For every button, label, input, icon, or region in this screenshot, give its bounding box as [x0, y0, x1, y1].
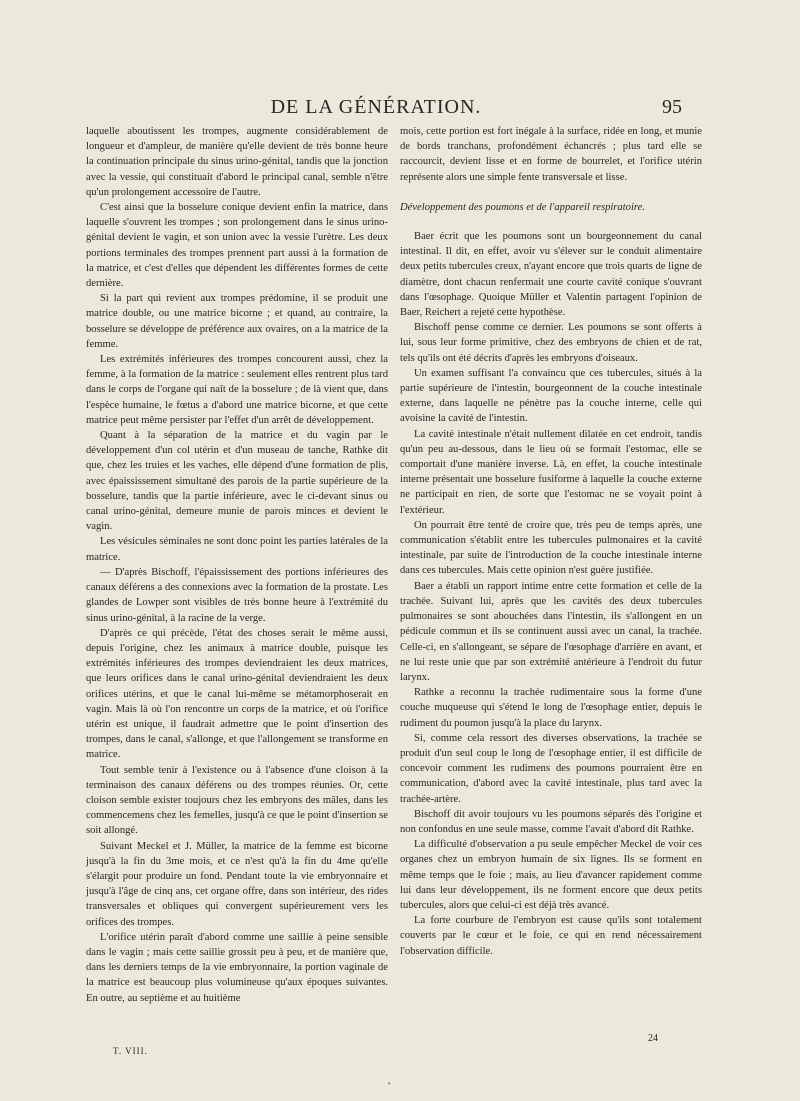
paragraph: Tout semble tenir à l'existence ou à l'absence d'une cloison à la terminaison des canaux déférens ou des trompes réunies. Or, cette cloison semble exister toujours chez les embryons des mâles, dans les commencemens chez les femelles, jusqu'à ce que le point d'insertion se soit allongé.: [86, 764, 388, 837]
paragraph: C'est ainsi que la bosselure conique devient enfin la matrice, dans laquelle s'ouvrent les trompes ; son prolongement dans le sinus urino-génital devient le vagin, et son union avec la vessie l'urètre. Les deux portions terminales des trompes prennent part aussi à la formation de la matrice, et c'est d'elles que dépendent les différentes formes de cette dernière.: [86, 202, 388, 290]
sheet-number: 24: [648, 1033, 658, 1044]
paragraph: Les vésicules séminales ne sont donc point les parties latérales de la matrice.: [86, 536, 389, 563]
paragraph: L'orifice utérin paraît d'abord comme une saillie à peine sensible dans le vagin ; mais cette saillie grossit peu à peu, et de manière que, dans les derniers temps de la vie embryonnaire, la portion vaginale de la matrice est beaucoup plus volumineuse qu'aux époques suivantes. En outre, au septième et au huitième: [86, 931, 388, 1004]
paragraph: Si la part qui revient aux trompes prédomine, il se produit une matrice double, ou une matrice bicorne ; et quand, au contraire, la bosselure se développe de préférence aux ovaires, on a la matrice de la femme.: [86, 293, 388, 350]
paragraph: Un examen suffisant l'a convaincu que ces tubercules, situés à la partie supérieure de l'intestin, bourgeonnent de la couche intestinale externe, dans laquelle ne pénètre pas la couche interne, celle qui avoisine la cavité de l'intestin.: [400, 367, 702, 425]
paragraph: Bischoff pense comme ce dernier. Les poumons se sont offerts à lui, sous leur forme primitive, chez des embryons de chien et de rat, tels qu'ils ont été décrits d'après les embryons d'oiseaux.: [400, 322, 702, 364]
paragraph: Quant à la séparation de la matrice et du vagin par le développement d'un col utérin et d'un museau de tanche, Rathke dit que, chez les truies et les vaches, elle dépend d'une formation de plis, avec épaississement simultané des parois de la partie supérieure de la bosselure, tandis que la partie inférieure, avec le ci-devant sinus ou canal urino-génital, demeure munie de parois minces et devient le vagin.: [86, 430, 388, 533]
paragraph: mois, cette portion est fort inégale à la surface, ridée en long, et munie de bords tranchans, profondément échancrés ; plus tard elle se raccourcit, devient lisse et en forme de bourrelet, et l'orifice utérin représente alors une simple fente transversale et lisse.: [400, 126, 702, 183]
signature-mark: T. VIII.: [113, 1046, 148, 1056]
paragraph: La cavité intestinale n'était nullement dilatée en cet endroit, tandis qu'un peu au-dessous, dans le lieu où se formait l'estomac, elle se comportait d'une manière inverse. Là, en effet, la couche intestinale interne présentait une bosselure fusiforme à laquelle la couche externe ne participait en rien, de sorte que l'estomac ne se voyait point à l'extérieur.: [400, 428, 702, 516]
paragraph: Les extrémités inférieures des trompes concourent aussi, chez la femme, à la formation de la matrice : seulement elles rentrent plus tard dans le corps de l'organe qui naît de la bosselure ; de là vient que, dans l'espèce humaine, le fœtus a d'abord une matrice bicorne, et que cette matrice peut même persister par l'effet d'un arrêt de développement.: [86, 354, 388, 426]
paragraph: laquelle aboutissent les trompes, augmente considérablement de longueur et d'ampleur, de manière qu'elle devient de très bonne heure la continuation principale du sinus urino-génital, tandis que la jonction avec la vessie, qui constituait d'abord le principal canal, semble n'être qu'un prolongement accessoire de l'autre.: [86, 126, 388, 198]
paragraph: Si, comme cela ressort des diverses observations, la trachée se produit d'un seul coup le long de l'œsophage entier, il est difficile de concevoir comment les rudimens des poumons pourraient être en communication, d'abord avec la cavité intestinale, plus tard avec la trachée-artère.: [400, 732, 702, 805]
paragraph: Baer écrit que les poumons sont un bourgeonnement du canal intestinal. Il dit, en effet, avoir vu s'élever sur le conduit alimentaire deux petits tubercules creux, n'ayant encore que trois quarts de ligne de diamètre, dont chacun renfermait une courte cavité conique s'ouvrant dans l'œsophage. Quoique Müller et Valentin partagent l'opinion de Baer, Reichert a rejeté cette hypothèse.: [400, 231, 702, 319]
paragraph: Suivant Meckel et J. Müller, la matrice de la femme est bicorne jusqu'à la fin du 3me mois, et ce n'est qu'à la fin du 4me qu'elle s'élargit pour produire un fond. Pendant toute la vie embryonnaire et jusqu'à l'âge de cinq ans, cet organe offre, dans son intérieur, des rides transversales et obliques qui convergent supérieurement vers les orifices des trompes.: [86, 840, 388, 928]
paragraph: La difficulté d'observation a pu seule empêcher Meckel de voir ces organes chez un embryon humain de six lignes. Ils se forment en même temps que le foie ; mais, au lieu d'avancer rapidement comme lui dans leur développement, ils ne forment encore que deux petits tubercules, alors que celui-ci est déjà très avancé.: [400, 839, 702, 911]
paragraph: — D'après Bischoff, l'épaississement des portions inférieures des canaux déférens a des connexions avec la formation de la prostate. Les glandes de Lowper sont visibles de très bonne heure à l'extrémité du sinus urino-génital, à la racine de la verge.: [86, 566, 388, 624]
paragraph: On pourrait être tenté de croire que, très peu de temps après, une communication s'établit entre les tubercules pulmonaires et la cavité intestinale, par suite de l'introduction de la couche intestinale interne dans ces tubercules. Mais cette opinion n'est guère justifiée.: [400, 519, 702, 577]
page-number: 95: [662, 96, 682, 118]
running-header: [70, 96, 682, 120]
paragraph: La forte courbure de l'embryon est cause qu'ils sont totalement couverts par le cœur et le foie, ce qui en rend nécessairement l'observation difficile.: [400, 915, 702, 957]
paragraph: Bischoff dit avoir toujours vu les poumons séparés dès l'origine et non confondus en une seule masse, comme l'avait d'abord dit Rathke.: [400, 808, 702, 835]
left-column: [86, 124, 388, 1006]
paragraph: Rathke a reconnu la trachée rudimentaire sous la forme d'une couche muqueuse qui s'étend le long de l'œsophage entier, depuis le rudiment du poumon jusqu'à la place du larynx.: [400, 687, 702, 729]
center-mark: •: [388, 1080, 391, 1088]
right-column: [400, 124, 702, 959]
page-title: DE LA GÉNÉRATION.: [270, 96, 482, 118]
paragraph: D'après ce qui précède, l'état des choses serait le même aussi, depuis l'origine, chez les animaux à matrice double, puisque les extrémités inférieures des trompes deviendraient les deux matrices, que leurs orifices dans le canal urino-génital deviendraient les deux orifices utérins, et que le canal lui-même se métamorphoserait en vagin. Mais là où l'on rencontre un corps de la matrice, et où l'orifice utérin est unique, il faudrait admettre que le point d'insertion des trompes, dans le canal, s'allonge, et que l'allongement se transforme en matrice.: [86, 627, 388, 761]
paragraph: Baer a établi un rapport intime entre cette formation et celle de la trachée. Suivant lui, après que les cavités des deux tubercules pulmonaires se sont abouchées dans l'intestin, ils s'allongent en un pédicule commun et ils se continuent aussi avec un canal, la trachée. Celle-ci, en s'allongeant, se sépare de l'œsophage d'arrière en avant, et ne lui reste unie que par son extrémité antérieure à l'endroit du futur larynx.: [400, 580, 702, 683]
section-heading: Développement des poumons et de l'appareil respiratoire.: [400, 201, 645, 213]
